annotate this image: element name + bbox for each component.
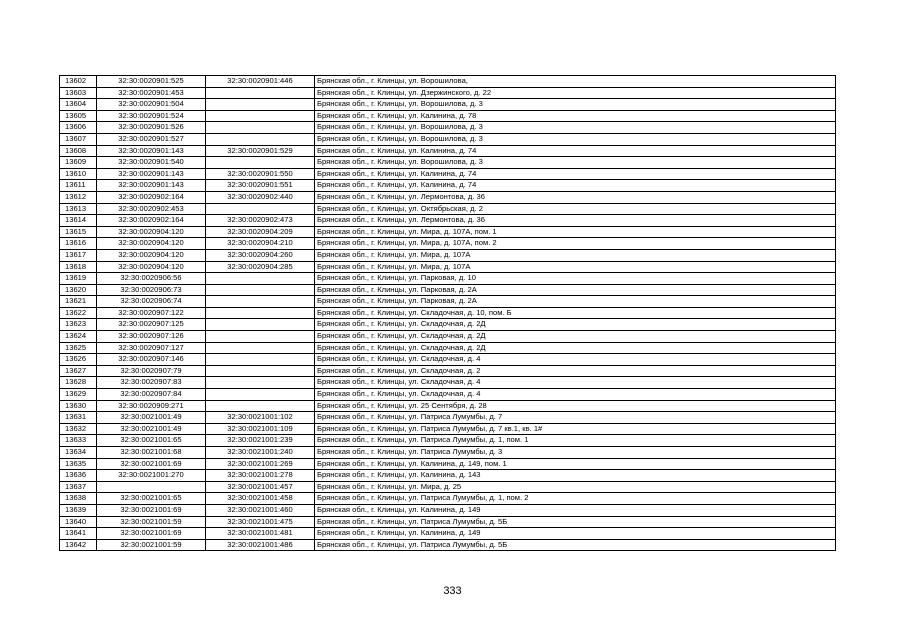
address-cell: Брянская обл., г. Клинцы, ул. Мира, д. 107А, пом. 1 xyxy=(315,226,836,238)
row-number-cell: 13602 xyxy=(60,76,97,88)
address-cell: Брянская обл., г. Клинцы, ул. Патриса Лумумбы, д. 1, пом. 2 xyxy=(315,493,836,505)
row-number-cell: 13614 xyxy=(60,215,97,227)
object-cadastral-number-cell: 32:30:0021001:481 xyxy=(206,528,315,540)
address-cell: Брянская обл., г. Клинцы, ул. 25 Сентября, д. 28 xyxy=(315,400,836,412)
object-cadastral-number-cell: 32:30:0020904:209 xyxy=(206,226,315,238)
object-cadastral-number-cell xyxy=(206,342,315,354)
address-cell: Брянская обл., г. Клинцы, ул. Калинина, д. 149 xyxy=(315,528,836,540)
address-cell: Брянская обл., г. Клинцы, ул. Складочная, д. 4 xyxy=(315,377,836,389)
row-number-cell: 13628 xyxy=(60,377,97,389)
address-cell: Брянская обл., г. Клинцы, ул. Складочная, д. 2Д xyxy=(315,319,836,331)
object-cadastral-number-cell: 32:30:0020904:285 xyxy=(206,261,315,273)
address-cell: Брянская обл., г. Клинцы, ул. Ворошилова, д. 3 xyxy=(315,157,836,169)
row-number-cell: 13625 xyxy=(60,342,97,354)
address-cell: Брянская обл., г. Клинцы, ул. Калинина, д. 143 xyxy=(315,470,836,482)
cadastral-number-cell: 32:30:0020904:120 xyxy=(97,226,206,238)
address-cell: Брянская обл., г. Клинцы, ул. Калинина, д. 78 xyxy=(315,110,836,122)
row-number-cell: 13623 xyxy=(60,319,97,331)
table-row xyxy=(60,365,836,377)
address-cell: Брянская обл., г. Клинцы, ул. Лермонтова, д. 36 xyxy=(315,191,836,203)
table-row xyxy=(60,168,836,180)
row-number-cell: 13627 xyxy=(60,365,97,377)
row-number-cell: 13634 xyxy=(60,447,97,459)
object-cadastral-number-cell xyxy=(206,389,315,401)
object-cadastral-number-cell xyxy=(206,400,315,412)
object-cadastral-number-cell xyxy=(206,157,315,169)
object-cadastral-number-cell: 32:30:0020904:260 xyxy=(206,249,315,261)
address-cell: Брянская обл., г. Клинцы, ул. Ворошилова, д. 3 xyxy=(315,99,836,111)
object-cadastral-number-cell: 32:30:0021001:102 xyxy=(206,412,315,424)
address-cell: Брянская обл., г. Клинцы, ул. Калинина, д. 149, пом. 1 xyxy=(315,458,836,470)
table-row xyxy=(60,261,836,273)
cadastral-number-cell: 32:30:0020901:526 xyxy=(97,122,206,134)
table-row xyxy=(60,226,836,238)
cadastral-number-cell: 32:30:0020906:74 xyxy=(97,296,206,308)
table-row xyxy=(60,238,836,250)
row-number-cell: 13640 xyxy=(60,516,97,528)
table-row xyxy=(60,412,836,424)
row-number-cell: 13612 xyxy=(60,191,97,203)
object-cadastral-number-cell xyxy=(206,87,315,99)
object-cadastral-number-cell xyxy=(206,99,315,111)
row-number-cell: 13618 xyxy=(60,261,97,273)
object-cadastral-number-cell xyxy=(206,203,315,215)
table-row xyxy=(60,133,836,145)
row-number-cell: 13620 xyxy=(60,284,97,296)
cadastral-number-cell: 32:30:0020906:56 xyxy=(97,273,206,285)
object-cadastral-number-cell: 32:30:0021001:486 xyxy=(206,539,315,551)
object-cadastral-number-cell xyxy=(206,319,315,331)
cadastral-number-cell: 32:30:0020901:504 xyxy=(97,99,206,111)
cadastral-number-cell: 32:30:0021001:59 xyxy=(97,539,206,551)
table-row xyxy=(60,180,836,192)
table-row xyxy=(60,423,836,435)
cadastral-number-cell: 32:30:0020907:125 xyxy=(97,319,206,331)
address-cell: Брянская обл., г. Клинцы, ул. Мира, д. 107А xyxy=(315,261,836,273)
object-cadastral-number-cell: 32:30:0021001:109 xyxy=(206,423,315,435)
cadastral-number-cell: 32:30:0021001:68 xyxy=(97,447,206,459)
cadastral-number-cell: 32:30:0020907:126 xyxy=(97,331,206,343)
table-row xyxy=(60,458,836,470)
row-number-cell: 13635 xyxy=(60,458,97,470)
object-cadastral-number-cell: 32:30:0020902:473 xyxy=(206,215,315,227)
table-row xyxy=(60,273,836,285)
object-cadastral-number-cell xyxy=(206,273,315,285)
cadastral-number-cell: 32:30:0020907:84 xyxy=(97,389,206,401)
object-cadastral-number-cell: 32:30:0020901:551 xyxy=(206,180,315,192)
table-row xyxy=(60,203,836,215)
cadastral-number-cell: 32:30:0020901:143 xyxy=(97,145,206,157)
table-row xyxy=(60,296,836,308)
table-row xyxy=(60,157,836,169)
address-cell: Брянская обл., г. Клинцы, ул. Парковая, д. 2А xyxy=(315,296,836,308)
table-row xyxy=(60,342,836,354)
table-row xyxy=(60,539,836,551)
cadastral-number-cell xyxy=(97,481,206,493)
object-cadastral-number-cell: 32:30:0021001:240 xyxy=(206,447,315,459)
row-number-cell: 13630 xyxy=(60,400,97,412)
table-row xyxy=(60,470,836,482)
cadastral-number-cell: 32:30:0021001:270 xyxy=(97,470,206,482)
row-number-cell: 13629 xyxy=(60,389,97,401)
object-cadastral-number-cell: 32:30:0020901:446 xyxy=(206,76,315,88)
cadastral-number-cell: 32:30:0021001:65 xyxy=(97,493,206,505)
object-cadastral-number-cell xyxy=(206,122,315,134)
address-cell: Брянская обл., г. Клинцы, ул. Калинина, д. 74 xyxy=(315,145,836,157)
table-row xyxy=(60,87,836,99)
cadastral-number-cell: 32:30:0021001:69 xyxy=(97,458,206,470)
cadastral-number-cell: 32:30:0020901:540 xyxy=(97,157,206,169)
object-cadastral-number-cell xyxy=(206,354,315,366)
address-cell: Брянская обл., г. Клинцы, ул. Калинина, д. 74 xyxy=(315,168,836,180)
object-cadastral-number-cell: 32:30:0021001:458 xyxy=(206,493,315,505)
object-cadastral-number-cell xyxy=(206,307,315,319)
cadastral-number-cell: 32:30:0020901:525 xyxy=(97,76,206,88)
address-cell: Брянская обл., г. Клинцы, ул. Патриса Лумумбы, д. 1, пом. 1 xyxy=(315,435,836,447)
table-row xyxy=(60,354,836,366)
table-row xyxy=(60,528,836,540)
object-cadastral-number-cell: 32:30:0021001:460 xyxy=(206,504,315,516)
table-row xyxy=(60,516,836,528)
cadastral-number-cell: 32:30:0020902:164 xyxy=(97,191,206,203)
cadastral-number-cell: 32:30:0020907:122 xyxy=(97,307,206,319)
address-cell: Брянская обл., г. Клинцы, ул. Ворошилова, д. 3 xyxy=(315,133,836,145)
table-row xyxy=(60,400,836,412)
address-cell: Брянская обл., г. Клинцы, ул. Дзержинского, д. 22 xyxy=(315,87,836,99)
cadastral-number-cell: 32:30:0020901:453 xyxy=(97,87,206,99)
table-row xyxy=(60,122,836,134)
row-number-cell: 13622 xyxy=(60,307,97,319)
row-number-cell: 13604 xyxy=(60,99,97,111)
page-number: 333 xyxy=(443,585,462,597)
table-row xyxy=(60,331,836,343)
cadastral-number-cell: 32:30:0020902:164 xyxy=(97,215,206,227)
cadastral-number-cell: 32:30:0020901:527 xyxy=(97,133,206,145)
address-cell: Брянская обл., г. Клинцы, ул. Патриса Лумумбы, д. 7 кв.1, кв. 1# xyxy=(315,423,836,435)
address-cell: Брянская обл., г. Клинцы, ул. Ворошилова, xyxy=(315,76,836,88)
address-cell: Брянская обл., г. Клинцы, ул. Октябрьская, д. 2 xyxy=(315,203,836,215)
address-cell: Брянская обл., г. Клинцы, ул. Мира, д. 25 xyxy=(315,481,836,493)
row-number-cell: 13610 xyxy=(60,168,97,180)
row-number-cell: 13611 xyxy=(60,180,97,192)
cadastral-number-cell: 32:30:0021001:69 xyxy=(97,504,206,516)
row-number-cell: 13619 xyxy=(60,273,97,285)
cadastral-number-cell: 32:30:0020904:120 xyxy=(97,238,206,250)
object-cadastral-number-cell xyxy=(206,284,315,296)
row-number-cell: 13637 xyxy=(60,481,97,493)
cadastral-number-cell: 32:30:0021001:65 xyxy=(97,435,206,447)
table-row xyxy=(60,145,836,157)
row-number-cell: 13613 xyxy=(60,203,97,215)
object-cadastral-number-cell: 32:30:0021001:475 xyxy=(206,516,315,528)
table-row xyxy=(60,215,836,227)
address-cell: Брянская обл., г. Клинцы, ул. Мира, д. 107А xyxy=(315,249,836,261)
address-cell: Брянская обл., г. Клинцы, ул. Калинина, д. 74 xyxy=(315,180,836,192)
object-cadastral-number-cell: 32:30:0020902:440 xyxy=(206,191,315,203)
cadastral-number-cell: 32:30:0020901:143 xyxy=(97,180,206,192)
address-cell: Брянская обл., г. Клинцы, ул. Складочная, д. 2Д xyxy=(315,331,836,343)
table-row xyxy=(60,435,836,447)
row-number-cell: 13606 xyxy=(60,122,97,134)
address-cell: Брянская обл., г. Клинцы, ул. Складочная, д. 2 xyxy=(315,365,836,377)
table-row xyxy=(60,249,836,261)
table-row xyxy=(60,110,836,122)
cadastral-number-cell: 32:30:0020907:146 xyxy=(97,354,206,366)
cadastral-number-cell: 32:30:0021001:69 xyxy=(97,528,206,540)
object-cadastral-number-cell: 32:30:0021001:457 xyxy=(206,481,315,493)
object-cadastral-number-cell xyxy=(206,110,315,122)
row-number-cell: 13621 xyxy=(60,296,97,308)
cadastral-number-cell: 32:30:0020909:271 xyxy=(97,400,206,412)
address-cell: Брянская обл., г. Клинцы, ул. Парковая, д. 10 xyxy=(315,273,836,285)
address-cell: Брянская обл., г. Клинцы, ул. Калинина, д. 149 xyxy=(315,504,836,516)
row-number-cell: 13626 xyxy=(60,354,97,366)
object-cadastral-number-cell xyxy=(206,133,315,145)
address-cell: Брянская обл., г. Клинцы, ул. Патриса Лумумбы, д. 5Б xyxy=(315,516,836,528)
row-number-cell: 13642 xyxy=(60,539,97,551)
address-cell: Брянская обл., г. Клинцы, ул. Патриса Лумумбы, д. 3 xyxy=(315,447,836,459)
row-number-cell: 13608 xyxy=(60,145,97,157)
cadastral-number-cell: 32:30:0020907:79 xyxy=(97,365,206,377)
address-cell: Брянская обл., г. Клинцы, ул. Парковая, д. 2А xyxy=(315,284,836,296)
object-cadastral-number-cell: 32:30:0021001:239 xyxy=(206,435,315,447)
cadastral-number-cell: 32:30:0020907:83 xyxy=(97,377,206,389)
table-row xyxy=(60,307,836,319)
object-cadastral-number-cell: 32:30:0020901:550 xyxy=(206,168,315,180)
address-cell: Брянская обл., г. Клинцы, ул. Ворошилова, д. 3 xyxy=(315,122,836,134)
object-cadastral-number-cell: 32:30:0020904:210 xyxy=(206,238,315,250)
address-cell: Брянская обл., г. Клинцы, ул. Складочная, д. 4 xyxy=(315,354,836,366)
cadastral-number-cell: 32:30:0020907:127 xyxy=(97,342,206,354)
row-number-cell: 13609 xyxy=(60,157,97,169)
row-number-cell: 13605 xyxy=(60,110,97,122)
table-row xyxy=(60,319,836,331)
cadastral-number-cell: 32:30:0020901:143 xyxy=(97,168,206,180)
row-number-cell: 13636 xyxy=(60,470,97,482)
table-row xyxy=(60,191,836,203)
cadastral-number-cell: 32:30:0021001:49 xyxy=(97,412,206,424)
table-row xyxy=(60,493,836,505)
address-cell: Брянская обл., г. Клинцы, ул. Патриса Лумумбы, д. 5Б xyxy=(315,539,836,551)
object-cadastral-number-cell xyxy=(206,365,315,377)
cadastral-number-cell: 32:30:0021001:49 xyxy=(97,423,206,435)
cadastral-table xyxy=(59,75,836,551)
row-number-cell: 13624 xyxy=(60,331,97,343)
cadastral-number-cell: 32:30:0020904:120 xyxy=(97,261,206,273)
cadastral-number-cell: 32:30:0020901:524 xyxy=(97,110,206,122)
row-number-cell: 13638 xyxy=(60,493,97,505)
address-cell: Брянская обл., г. Клинцы, ул. Складочная, д. 10, пом. Б xyxy=(315,307,836,319)
address-cell: Брянская обл., г. Клинцы, ул. Мира, д. 107А, пом. 2 xyxy=(315,238,836,250)
cadastral-number-cell: 32:30:0020906:73 xyxy=(97,284,206,296)
table-row xyxy=(60,377,836,389)
address-cell: Брянская обл., г. Клинцы, ул. Патриса Лумумбы, д. 7 xyxy=(315,412,836,424)
object-cadastral-number-cell: 32:30:0021001:278 xyxy=(206,470,315,482)
row-number-cell: 13639 xyxy=(60,504,97,516)
table-row xyxy=(60,389,836,401)
address-cell: Брянская обл., г. Клинцы, ул. Складочная, д. 2Д xyxy=(315,342,836,354)
table-row xyxy=(60,76,836,88)
table-row xyxy=(60,447,836,459)
cadastral-number-cell: 32:30:0020902:453 xyxy=(97,203,206,215)
row-number-cell: 13633 xyxy=(60,435,97,447)
row-number-cell: 13631 xyxy=(60,412,97,424)
address-cell: Брянская обл., г. Клинцы, ул. Лермонтова, д. 36 xyxy=(315,215,836,227)
row-number-cell: 13616 xyxy=(60,238,97,250)
table-row xyxy=(60,504,836,516)
address-cell: Брянская обл., г. Клинцы, ул. Складочная, д. 4 xyxy=(315,389,836,401)
table-row xyxy=(60,99,836,111)
object-cadastral-number-cell: 32:30:0021001:269 xyxy=(206,458,315,470)
row-number-cell: 13632 xyxy=(60,423,97,435)
cadastral-number-cell: 32:30:0021001:59 xyxy=(97,516,206,528)
row-number-cell: 13607 xyxy=(60,133,97,145)
cadastral-number-cell: 32:30:0020904:120 xyxy=(97,249,206,261)
object-cadastral-number-cell xyxy=(206,377,315,389)
object-cadastral-number-cell xyxy=(206,331,315,343)
row-number-cell: 13603 xyxy=(60,87,97,99)
table-row xyxy=(60,481,836,493)
cadastral-table-body xyxy=(60,76,836,551)
row-number-cell: 13617 xyxy=(60,249,97,261)
row-number-cell: 13615 xyxy=(60,226,97,238)
table-row xyxy=(60,284,836,296)
row-number-cell: 13641 xyxy=(60,528,97,540)
object-cadastral-number-cell xyxy=(206,296,315,308)
object-cadastral-number-cell: 32:30:0020901:529 xyxy=(206,145,315,157)
